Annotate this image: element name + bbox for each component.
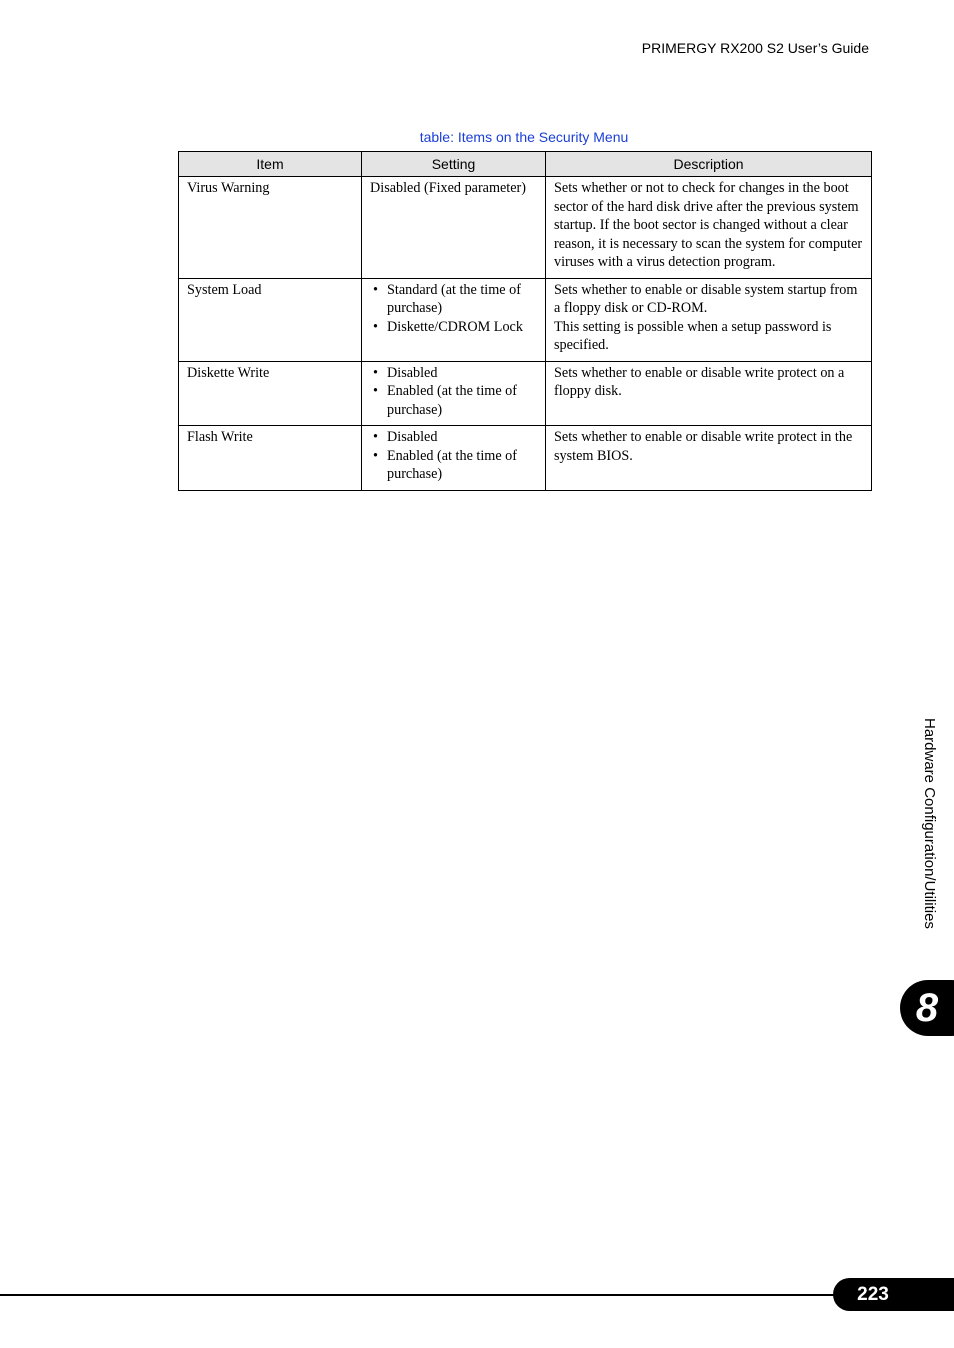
setting-options-list <box>370 364 537 420</box>
column-header-item: Item <box>179 152 362 177</box>
table-caption: table: Items on the Security Menu <box>419 129 629 145</box>
item-cell: System Load <box>179 278 362 361</box>
setting-cell <box>362 361 546 426</box>
setting-cell <box>362 177 546 279</box>
setting-option: • Enabled (at the time of purchase) <box>370 447 537 484</box>
security-menu-table <box>178 151 872 491</box>
setting-option: • Disabled <box>370 364 537 383</box>
setting-option: • Enabled (at the time of purchase) <box>370 382 537 419</box>
table-header-row <box>179 152 872 177</box>
description-text: Sets whether to enable or disable write protect on a floppy disk. <box>554 364 845 399</box>
table-row <box>179 361 872 426</box>
page-number-tab <box>833 1278 954 1311</box>
chapter-number: 8 <box>915 986 939 1030</box>
description-text: Sets whether to enable or disable system startup from a floppy disk or CD-ROM. <box>554 281 858 316</box>
item-cell: Flash Write <box>179 426 362 491</box>
setting-option: • Diskette/CDROM Lock <box>370 318 537 337</box>
description-text: This setting is possible when a setup password is specified. <box>554 318 832 353</box>
description-cell <box>546 278 872 361</box>
table-row <box>179 177 872 279</box>
description-cell <box>546 426 872 491</box>
setting-option: • Standard (at the time of purchase) <box>370 281 537 318</box>
setting-option: • Disabled <box>370 428 537 447</box>
column-header-setting: Setting <box>362 152 546 177</box>
setting-options-list <box>370 281 537 337</box>
document-header-title: PRIMERGY RX200 S2 User’s Guide <box>641 40 869 56</box>
item-cell: Virus Warning <box>179 177 362 279</box>
table-row <box>179 426 872 491</box>
description-text: Sets whether to enable or disable write protect in the system BIOS. <box>554 429 853 464</box>
setting-cell <box>362 426 546 491</box>
setting-text: Disabled (Fixed parameter) <box>370 180 527 196</box>
chapter-tab <box>900 980 954 1036</box>
table-row <box>179 278 872 361</box>
description-cell <box>546 361 872 426</box>
setting-cell <box>362 278 546 361</box>
description-cell <box>546 177 872 279</box>
column-header-description: Description <box>546 152 872 177</box>
description-text: Sets whether or not to check for changes in the boot sector of the hard disk drive after the previous system startup. If the boot sector is changed without a clear reason, it is necessary to scan the system for computer viruses with a virus detection program. <box>554 180 863 270</box>
item-cell: Diskette Write <box>179 361 362 426</box>
page-number: 223 <box>857 1284 889 1305</box>
chapter-side-label: Hardware Configuration/Utilities <box>921 718 938 929</box>
footer-divider <box>0 1294 850 1296</box>
setting-options-list <box>370 428 537 484</box>
